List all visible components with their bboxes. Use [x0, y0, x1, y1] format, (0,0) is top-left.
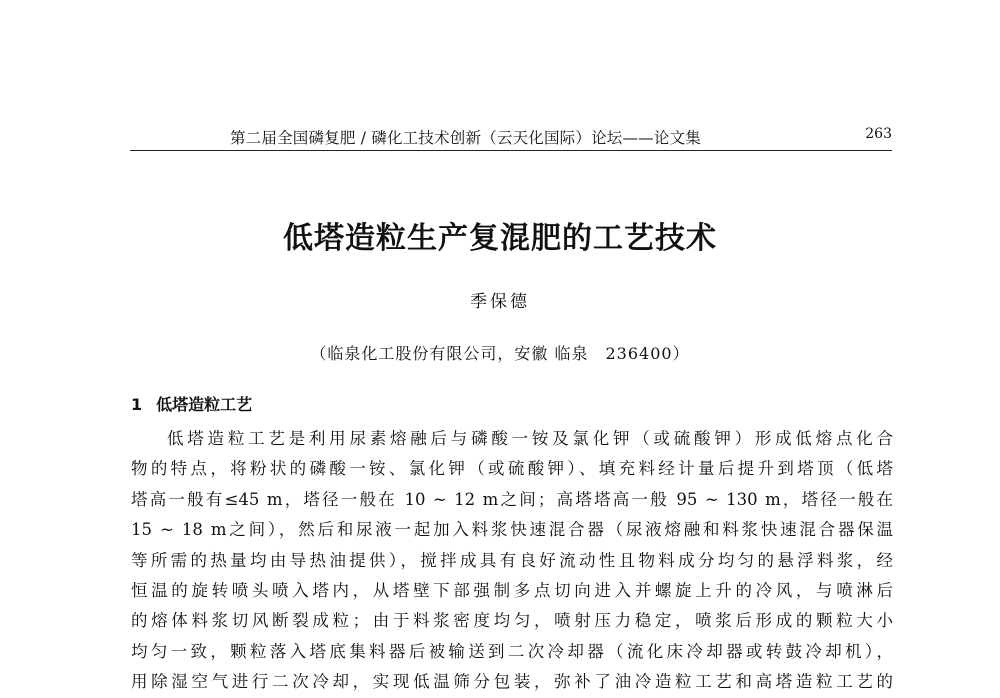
body-line: 用除湿空气进行二次冷却，实现低温筛分包装，弥补了油冷造粒工艺和高塔造粒工艺的 [131, 672, 893, 692]
affiliation: （临泉化工股份有限公司，安徽 临泉 236400） [310, 344, 690, 363]
body-line: 恒温的旋转喷头喷入塔内，从塔壁下部强制多点切向进入并螺旋上升的冷风，与喷淋后 [131, 580, 893, 600]
body-line: 等所需的热量均由导热油提供），搅拌成具有良好流动性且物料成分均匀的悬浮料浆，经 [131, 550, 893, 570]
paper-title: 低塔造粒生产复混肥的工艺技术 [283, 221, 717, 256]
section-number: 1 [131, 395, 143, 414]
running-header [130, 126, 892, 151]
body-line: 低塔造粒工艺是利用尿素熔融后与磷酸一铵及氯化钾（或硫酸钾）形成低熔点化合 [167, 429, 893, 448]
page-number: 263 [865, 126, 892, 142]
section-heading [131, 392, 252, 415]
author: 季保德 [470, 292, 530, 312]
body-line: 15 ~ 18 m之间），然后和尿液一起加入料浆快速混合器（尿液熔融和料浆快速混合器保温 [131, 520, 893, 540]
body-line: 的熔体料浆切风断裂成粒；由于料浆密度均匀，喷射压力稳定，喷浆后形成的颗粒大小 [131, 611, 893, 631]
body-line: 均匀一致，颗粒落入塔底集料器后被输送到二次冷却器（流化床冷却器或转鼓冷却机）， [131, 641, 893, 661]
running-title: 第二届全国磷复肥 / 磷化工技术创新（云天化国际）论坛——论文集 [230, 129, 701, 147]
body-line: 塔高一般有≤45 m，塔径一般在 10 ~ 12 m之间；高塔塔高一般 95 ~ 130 m，塔径一般在 [131, 489, 893, 509]
body-line: 物的特点，将粉状的磷酸一铵、氯化钾（或硫酸钾）、填充料经计量后提升到塔顶（低塔 [131, 459, 893, 479]
section-title: 低塔造粒工艺 [156, 395, 253, 414]
body-paragraph [131, 424, 893, 698]
